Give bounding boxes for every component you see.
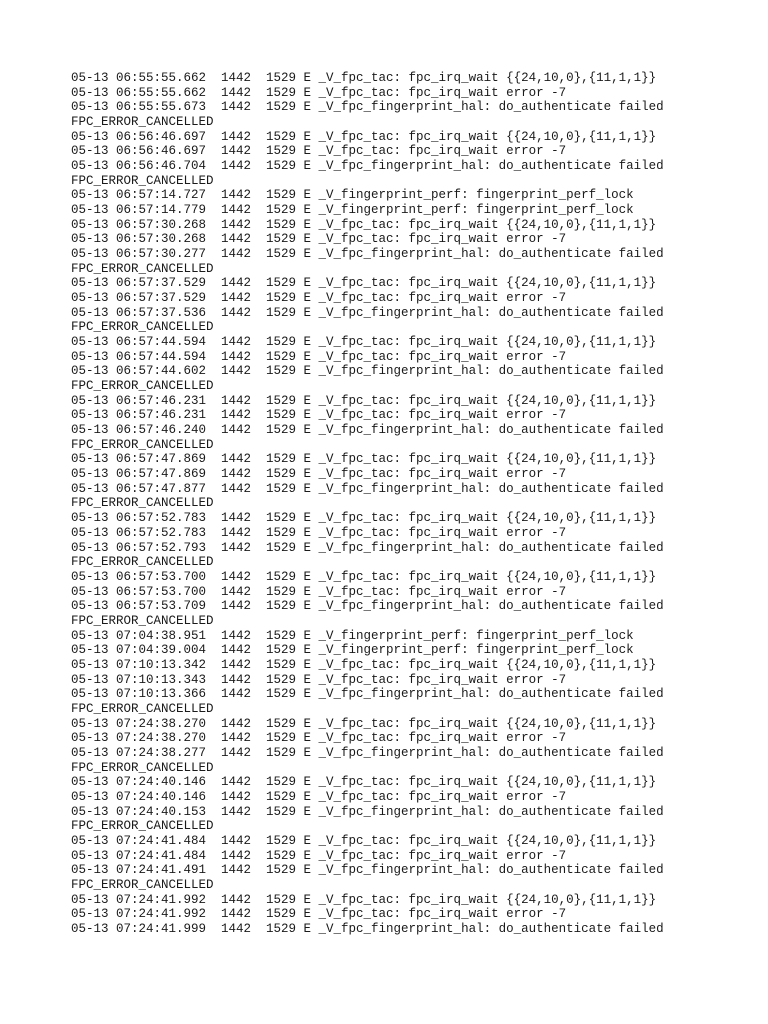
log-line: 05-13 06:56:46.697 1442 1529 E _V_fpc_tac: fpc_irq_wait error -7 bbox=[71, 144, 567, 159]
log-line: 05-13 06:57:37.529 1442 1529 E _V_fpc_tac: fpc_irq_wait {{24,10,0},{11,1,1}} bbox=[71, 276, 657, 291]
log-line: 05-13 06:57:53.700 1442 1529 E _V_fpc_tac: fpc_irq_wait error -7 bbox=[71, 584, 567, 599]
log-line: 05-13 06:57:30.277 1442 1529 E _V_fpc_fingerprint_hal: do_authenticate failed bbox=[71, 247, 664, 262]
log-line: 05-13 06:57:46.231 1442 1529 E _V_fpc_tac: fpc_irq_wait error -7 bbox=[71, 408, 567, 423]
log-line: 05-13 06:57:44.594 1442 1529 E _V_fpc_tac: fpc_irq_wait {{24,10,0},{11,1,1}} bbox=[71, 335, 657, 350]
log-line: FPC_ERROR_CANCELLED bbox=[71, 701, 214, 716]
log-line: 05-13 06:57:47.869 1442 1529 E _V_fpc_tac: fpc_irq_wait {{24,10,0},{11,1,1}} bbox=[71, 452, 657, 467]
log-line: FPC_ERROR_CANCELLED bbox=[71, 173, 214, 188]
log-line: 05-13 06:55:55.662 1442 1529 E _V_fpc_tac: fpc_irq_wait {{24,10,0},{11,1,1}} bbox=[71, 71, 657, 85]
log-line: 05-13 06:57:53.700 1442 1529 E _V_fpc_tac: fpc_irq_wait {{24,10,0},{11,1,1}} bbox=[71, 569, 657, 584]
log-line: 05-13 06:57:47.869 1442 1529 E _V_fpc_tac: fpc_irq_wait error -7 bbox=[71, 467, 567, 482]
log-line: FPC_ERROR_CANCELLED bbox=[71, 555, 214, 570]
log-line: 05-13 07:24:38.277 1442 1529 E _V_fpc_fingerprint_hal: do_authenticate failed bbox=[71, 745, 664, 760]
log-line: 05-13 07:04:39.004 1442 1529 E _V_fingerprint_perf: fingerprint_perf_lock bbox=[71, 643, 634, 658]
log-line: 05-13 07:24:38.270 1442 1529 E _V_fpc_tac: fpc_irq_wait {{24,10,0},{11,1,1}} bbox=[71, 716, 657, 731]
log-line: 05-13 07:24:40.153 1442 1529 E _V_fpc_fingerprint_hal: do_authenticate failed bbox=[71, 804, 664, 819]
log-line: 05-13 06:57:47.877 1442 1529 E _V_fpc_fingerprint_hal: do_authenticate failed bbox=[71, 481, 664, 496]
log-line: 05-13 06:57:53.709 1442 1529 E _V_fpc_fingerprint_hal: do_authenticate failed bbox=[71, 599, 664, 614]
log-line: 05-13 07:04:38.951 1442 1529 E _V_fingerprint_perf: fingerprint_perf_lock bbox=[71, 628, 634, 643]
log-line: 05-13 07:24:41.992 1442 1529 E _V_fpc_tac: fpc_irq_wait error -7 bbox=[71, 907, 567, 922]
log-line: 05-13 07:24:41.484 1442 1529 E _V_fpc_tac: fpc_irq_wait error -7 bbox=[71, 848, 567, 863]
log-line: 05-13 06:57:52.783 1442 1529 E _V_fpc_tac: fpc_irq_wait {{24,10,0},{11,1,1}} bbox=[71, 511, 657, 526]
log-line: 05-13 06:57:14.779 1442 1529 E _V_fingerprint_perf: fingerprint_perf_lock bbox=[71, 203, 634, 218]
log-line: 05-13 07:10:13.343 1442 1529 E _V_fpc_tac: fpc_irq_wait error -7 bbox=[71, 672, 567, 687]
log-line: 05-13 06:57:30.268 1442 1529 E _V_fpc_tac: fpc_irq_wait {{24,10,0},{11,1,1}} bbox=[71, 217, 657, 232]
log-line: 05-13 07:24:40.146 1442 1529 E _V_fpc_tac: fpc_irq_wait error -7 bbox=[71, 789, 567, 804]
log-line: FPC_ERROR_CANCELLED bbox=[71, 320, 214, 335]
log-line: 05-13 06:57:37.536 1442 1529 E _V_fpc_fingerprint_hal: do_authenticate failed bbox=[71, 305, 664, 320]
log-line: 05-13 06:57:46.231 1442 1529 E _V_fpc_tac: fpc_irq_wait {{24,10,0},{11,1,1}} bbox=[71, 393, 657, 408]
log-line: 05-13 06:57:37.529 1442 1529 E _V_fpc_tac: fpc_irq_wait error -7 bbox=[71, 291, 567, 306]
log-line: 05-13 06:57:14.727 1442 1529 E _V_fingerprint_perf: fingerprint_perf_lock bbox=[71, 188, 634, 203]
log-line: FPC_ERROR_CANCELLED bbox=[71, 877, 214, 892]
log-line: 05-13 06:56:46.697 1442 1529 E _V_fpc_tac: fpc_irq_wait {{24,10,0},{11,1,1}} bbox=[71, 129, 657, 144]
log-line: 05-13 07:24:40.146 1442 1529 E _V_fpc_tac: fpc_irq_wait {{24,10,0},{11,1,1}} bbox=[71, 775, 657, 790]
log-line: 05-13 07:10:13.342 1442 1529 E _V_fpc_tac: fpc_irq_wait {{24,10,0},{11,1,1}} bbox=[71, 657, 657, 672]
log-line: FPC_ERROR_CANCELLED bbox=[71, 437, 214, 452]
log-line: 05-13 06:57:46.240 1442 1529 E _V_fpc_fingerprint_hal: do_authenticate failed bbox=[71, 423, 664, 438]
log-line: 05-13 07:24:41.992 1442 1529 E _V_fpc_tac: fpc_irq_wait {{24,10,0},{11,1,1}} bbox=[71, 892, 657, 907]
log-line: 05-13 07:10:13.366 1442 1529 E _V_fpc_fingerprint_hal: do_authenticate failed bbox=[71, 687, 664, 702]
log-line: FPC_ERROR_CANCELLED bbox=[71, 613, 214, 628]
log-line: 05-13 07:24:41.484 1442 1529 E _V_fpc_tac: fpc_irq_wait {{24,10,0},{11,1,1}} bbox=[71, 833, 657, 848]
log-line: 05-13 06:56:46.704 1442 1529 E _V_fpc_fingerprint_hal: do_authenticate failed bbox=[71, 159, 664, 174]
log-line: 05-13 06:57:52.783 1442 1529 E _V_fpc_tac: fpc_irq_wait error -7 bbox=[71, 525, 567, 540]
log-line: 05-13 06:55:55.662 1442 1529 E _V_fpc_tac: fpc_irq_wait error -7 bbox=[71, 85, 567, 100]
log-line: FPC_ERROR_CANCELLED bbox=[71, 261, 214, 276]
log-line: 05-13 06:57:44.602 1442 1529 E _V_fpc_fingerprint_hal: do_authenticate failed bbox=[71, 364, 664, 379]
log-text bbox=[71, 71, 664, 937]
log-line: 05-13 07:24:38.270 1442 1529 E _V_fpc_tac: fpc_irq_wait error -7 bbox=[71, 731, 567, 746]
log-line: FPC_ERROR_CANCELLED bbox=[71, 819, 214, 834]
log-line: FPC_ERROR_CANCELLED bbox=[71, 379, 214, 394]
log-line: 05-13 07:24:41.491 1442 1529 E _V_fpc_fingerprint_hal: do_authenticate failed bbox=[71, 863, 664, 878]
log-line: 05-13 06:57:52.793 1442 1529 E _V_fpc_fingerprint_hal: do_authenticate failed bbox=[71, 540, 664, 555]
log-line: FPC_ERROR_CANCELLED bbox=[71, 115, 214, 130]
log-line: 05-13 07:24:41.999 1442 1529 E _V_fpc_fingerprint_hal: do_authenticate failed bbox=[71, 921, 664, 936]
log-line: 05-13 06:57:30.268 1442 1529 E _V_fpc_tac: fpc_irq_wait error -7 bbox=[71, 232, 567, 247]
log-line: FPC_ERROR_CANCELLED bbox=[71, 496, 214, 511]
log-line: 05-13 06:57:44.594 1442 1529 E _V_fpc_tac: fpc_irq_wait error -7 bbox=[71, 349, 567, 364]
log-line: FPC_ERROR_CANCELLED bbox=[71, 760, 214, 775]
log-line: 05-13 06:55:55.673 1442 1529 E _V_fpc_fingerprint_hal: do_authenticate failed bbox=[71, 100, 664, 115]
